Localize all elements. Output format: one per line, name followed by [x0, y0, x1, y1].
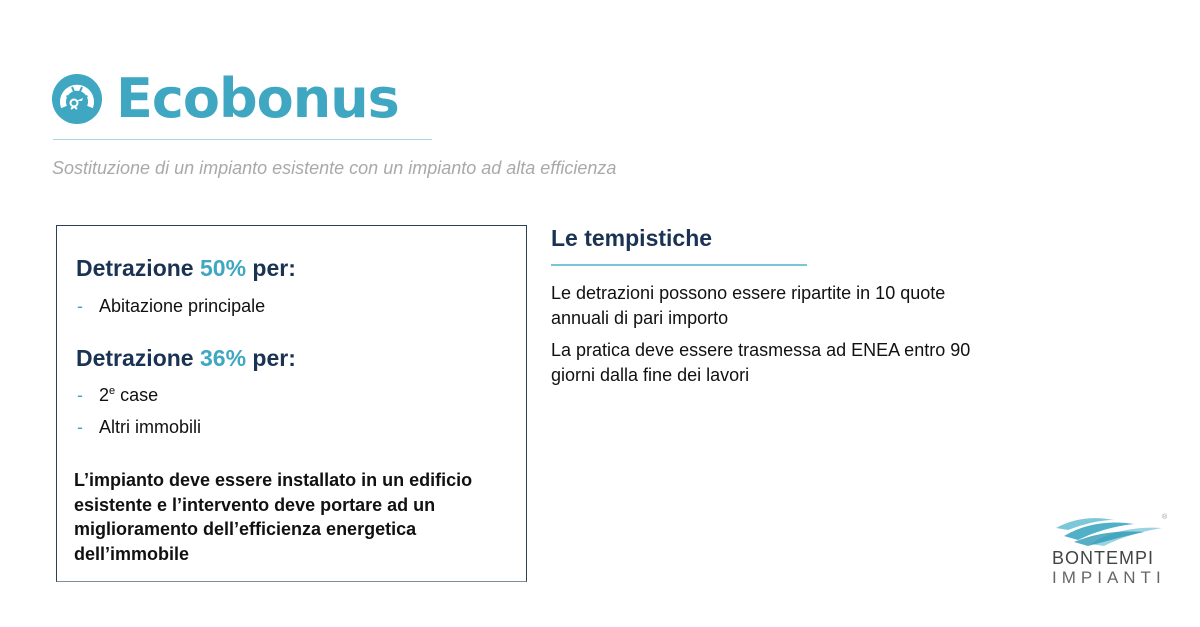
deduction-50-heading: Detrazione 50% per: [76, 255, 296, 281]
dash-bullet-icon: - [77, 296, 83, 316]
dash-bullet-icon: - [77, 385, 83, 405]
deduction-36-heading: Detrazione 36% per: [76, 345, 296, 371]
list-item: - Altri immobili [77, 417, 202, 437]
timing-divider [551, 264, 807, 266]
logo-text-bontempi: BONTEMPI [1052, 548, 1155, 568]
deduction-36-percent: 36% [199, 345, 247, 371]
title-row [52, 68, 399, 130]
dash-bullet-icon: - [77, 417, 83, 437]
page-title: Ecobonus [116, 67, 399, 130]
registered-mark: ® [1162, 514, 1168, 521]
page-subtitle: Sostituzione di un impianto esistente con un impianto ad alta efficienza [52, 158, 617, 178]
wave-logo-icon [1054, 514, 1166, 548]
title-divider [53, 139, 432, 140]
timing-paragraph: Le detrazioni possono essere ripartite in 10 quote annuali di pari importo [551, 283, 946, 328]
deduction-50-percent: 50% [199, 255, 247, 281]
logo-text-impianti: IMPIANTI [1052, 568, 1166, 587]
list-item: - Abitazione principale [77, 296, 266, 316]
requirement-note: L’impianto deve essere installato in un edificio esistente e l’intervento deve portare ad un miglioramento dell’efficienza energetica dell’immobile [74, 470, 473, 564]
gauge-icon [52, 74, 102, 124]
deduction-box [56, 225, 527, 582]
list-item: - 2e case [77, 385, 159, 405]
company-logo [1048, 512, 1172, 590]
timing-heading: Le tempistiche [551, 225, 713, 251]
timing-paragraph: La pratica deve essere trasmessa ad ENEA entro 90 giorni dalla fine dei lavori [551, 340, 971, 385]
